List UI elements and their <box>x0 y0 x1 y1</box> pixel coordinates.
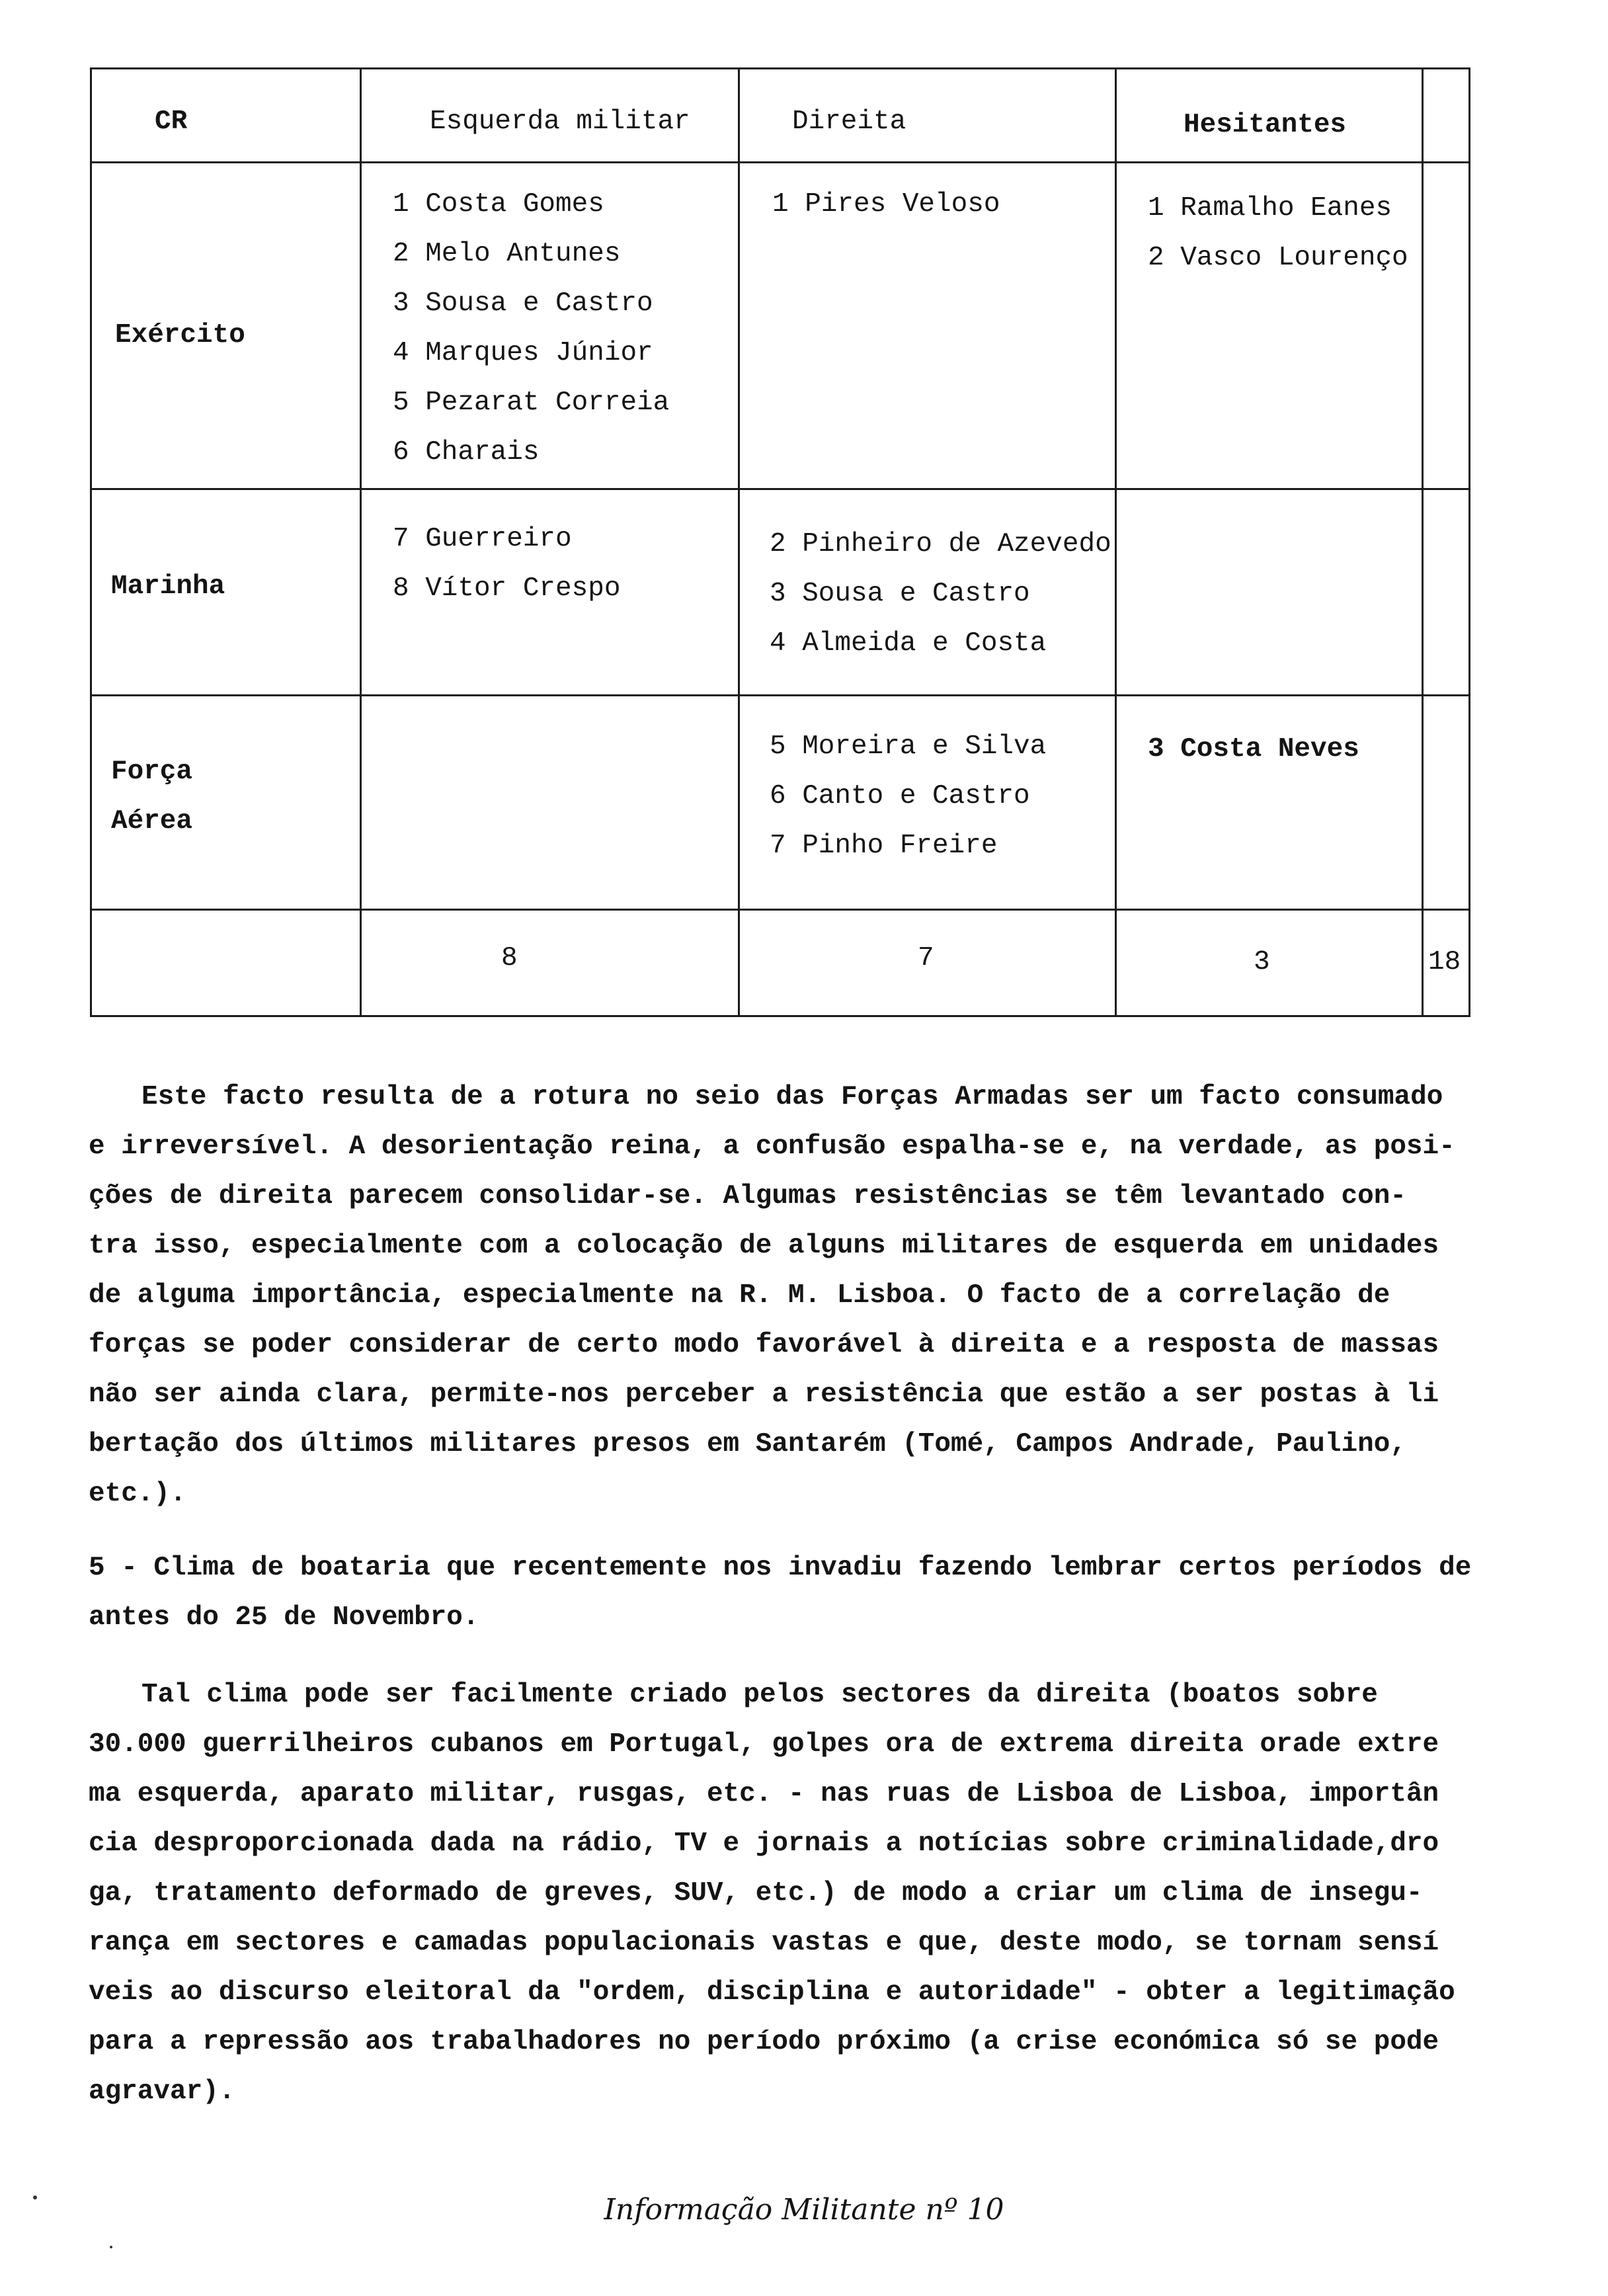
branch-forca-aerea <box>111 747 192 846</box>
text-line: forças se poder considerar de certo modo favorável à direita e a resposta de massas <box>89 1330 1439 1360</box>
table-row-divider <box>90 488 1470 490</box>
branch-marinha: Marinha <box>111 571 225 602</box>
paragraph-2 <box>89 1543 1497 1643</box>
list-item: 7 Guerreiro <box>393 524 572 554</box>
list-item: 1 Pires Veloso <box>772 189 1000 220</box>
paragraph-1 <box>89 1073 1497 1519</box>
list-item: 4 Almeida e Costa <box>770 628 1047 659</box>
text-line: etc.). <box>89 1479 186 1509</box>
marinha-direita-list <box>770 520 1111 669</box>
exercito-hesitantes-list <box>1148 184 1408 283</box>
total-direita: 7 <box>918 943 934 973</box>
text-line: para a repressão aos trabalhadores no período próximo (a crise económica só se pode <box>89 2027 1439 2057</box>
list-item: 2 Melo Antunes <box>393 239 621 269</box>
list-item: 6 Canto e Castro <box>770 781 1030 811</box>
table-column-divider <box>1115 67 1117 1017</box>
council-table <box>90 67 1470 1017</box>
table-header-divider <box>90 161 1470 163</box>
table-border-top <box>90 67 1470 69</box>
text-line: cia desproporcionada dada na rádio, TV e jornais a notícias sobre criminalidade,dro <box>89 1828 1439 1859</box>
list-item: 1 Ramalho Eanes <box>1148 193 1392 224</box>
text-line: rança em sectores e camadas populacionais vastas e que, deste modo, se tornam sensí <box>89 1928 1439 1958</box>
marinha-esquerda-list <box>393 514 620 614</box>
header-direita: Direita <box>792 106 906 137</box>
list-item: 3 Sousa e Castro <box>770 579 1030 609</box>
list-item: 2 Vasco Lourenço <box>1148 243 1408 273</box>
text-line: de alguma importância, especialmente na R. M. Lisboa. O facto de a correlação de <box>89 1280 1390 1311</box>
branch-label-line: Força <box>111 757 193 787</box>
text-line: veis ao discurso eleitoral da "ordem, disciplina e autoridade" - obter a legitimação <box>89 1977 1455 2008</box>
list-item: 3 Costa Neves <box>1148 734 1359 764</box>
list-item: 1 Costa Gomes <box>393 189 604 220</box>
text-line: Tal clima pode ser facilmente criado pelos sectores da direita (boatos sobre <box>141 1680 1378 1710</box>
list-item: 7 Pinho Freire <box>770 831 998 861</box>
text-line: ma esquerda, aparato militar, rusgas, etc. - nas ruas de Lisboa de Lisboa, importân <box>89 1779 1439 1809</box>
paragraph-3 <box>89 1670 1497 2117</box>
forca-aerea-hesitantes-list <box>1148 725 1359 774</box>
text-line: bertação dos últimos militares presos em Santarém (Tomé, Campos Andrade, Paulino, <box>89 1429 1406 1459</box>
text-line: e irreversível. A desorientação reina, a confusão espalha-se e, na verdade, as posi- <box>89 1131 1455 1162</box>
exercito-esquerda-list <box>393 180 669 477</box>
scan-speck <box>110 2246 112 2248</box>
list-item: 2 Pinheiro de Azevedo <box>770 529 1111 559</box>
table-column-divider <box>1422 67 1424 1017</box>
scan-speck <box>33 2195 37 2199</box>
total-hesitantes: 3 <box>1254 947 1270 977</box>
branch-label-line: Aérea <box>111 806 193 837</box>
list-item: 5 Pezarat Correia <box>393 388 670 418</box>
table-border-left <box>90 67 92 1017</box>
text-line: não ser ainda clara, permite-nos perceber a resistência que estão a ser postas à li <box>89 1379 1439 1410</box>
exercito-direita-list <box>772 180 1000 229</box>
header-hesitantes: Hesitantes <box>1184 110 1347 140</box>
text-line: 30.000 guerrilheiros cubanos em Portugal, golpes ora de extrema direita orade extre <box>89 1729 1439 1760</box>
text-line: agravar). <box>89 2076 235 2107</box>
table-border-bottom <box>90 1015 1470 1017</box>
table-border-right <box>1468 67 1470 1017</box>
list-item: 3 Sousa e Castro <box>393 288 653 319</box>
header-esquerda-militar: Esquerda militar <box>430 106 690 137</box>
table-row-divider <box>90 694 1470 696</box>
list-item: 6 Charais <box>393 437 540 468</box>
table-column-divider <box>360 67 362 1017</box>
text-line: ções de direita parecem consolidar-se. Algumas resistências se têm levantado con- <box>89 1181 1406 1211</box>
table-column-divider <box>738 67 740 1017</box>
total-all: 18 <box>1428 947 1461 977</box>
header-cr: CR <box>155 106 188 137</box>
branch-exercito: Exército <box>115 320 245 350</box>
total-esquerda: 8 <box>501 943 518 973</box>
table-row-divider <box>90 909 1470 911</box>
page-footer: Informação Militante nº 10 <box>604 2193 1004 2227</box>
list-item: 5 Moreira e Silva <box>770 731 1047 762</box>
forca-aerea-direita-list <box>770 722 1046 871</box>
text-line: antes do 25 de Novembro. <box>89 1602 479 1633</box>
text-line: Este facto resulta de a rotura no seio das Forças Armadas ser um facto consumado <box>141 1082 1443 1112</box>
list-item: 8 Vítor Crespo <box>393 573 621 604</box>
text-line: tra isso, especialmente com a colocação de alguns militares de esquerda em unidades <box>89 1231 1439 1261</box>
text-line: 5 - Clima de boataria que recentemente nos invadiu fazendo lembrar certos períodos de <box>89 1553 1472 1583</box>
list-item: 4 Marques Júnior <box>393 338 653 368</box>
text-line: ga, tratamento deformado de greves, SUV, etc.) de modo a criar um clima de insegu- <box>89 1878 1423 1908</box>
